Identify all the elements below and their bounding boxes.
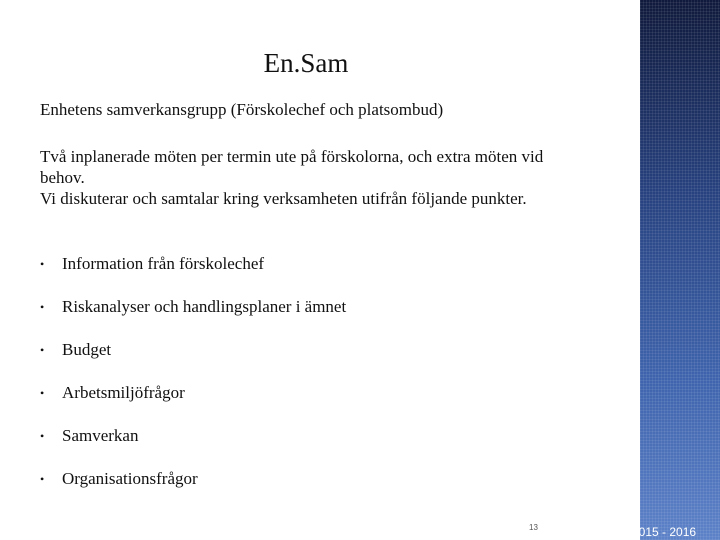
body-paragraph: Vi diskuterar och samtalar kring verksamheten utifrån följande punkter. [40, 189, 527, 208]
footer-years: 2015 - 2016 [632, 525, 697, 539]
slide-subtitle: Enhetens samverkansgrupp (Förskolechef och platsombud) [40, 100, 444, 119]
bullet-text: Organisationsfrågor [62, 469, 198, 488]
page-number: 13 [529, 523, 538, 532]
body-paragraph: Två inplanerade möten per termin ute på förskolorna, och extra möten vid behov. [40, 147, 544, 187]
bullet-icon: • [40, 472, 45, 486]
bullet-icon: • [40, 300, 45, 314]
bullet-icon: • [40, 343, 45, 357]
bullet-icon: • [40, 429, 45, 443]
bullet-icon: • [40, 257, 45, 271]
bullet-text: Riskanalyser och handlingsplaner i ämnet [62, 297, 347, 316]
bullet-text: Budget [62, 340, 112, 359]
bullet-text: Samverkan [62, 426, 139, 445]
decorative-side-panel [632, 0, 720, 540]
slide-body [40, 146, 580, 209]
bullet-text: Arbetsmiljöfrågor [62, 383, 185, 402]
slide-title: En.Sam [263, 48, 349, 78]
bullet-icon: • [40, 386, 45, 400]
bullet-text: Information från förskolechef [62, 254, 265, 273]
